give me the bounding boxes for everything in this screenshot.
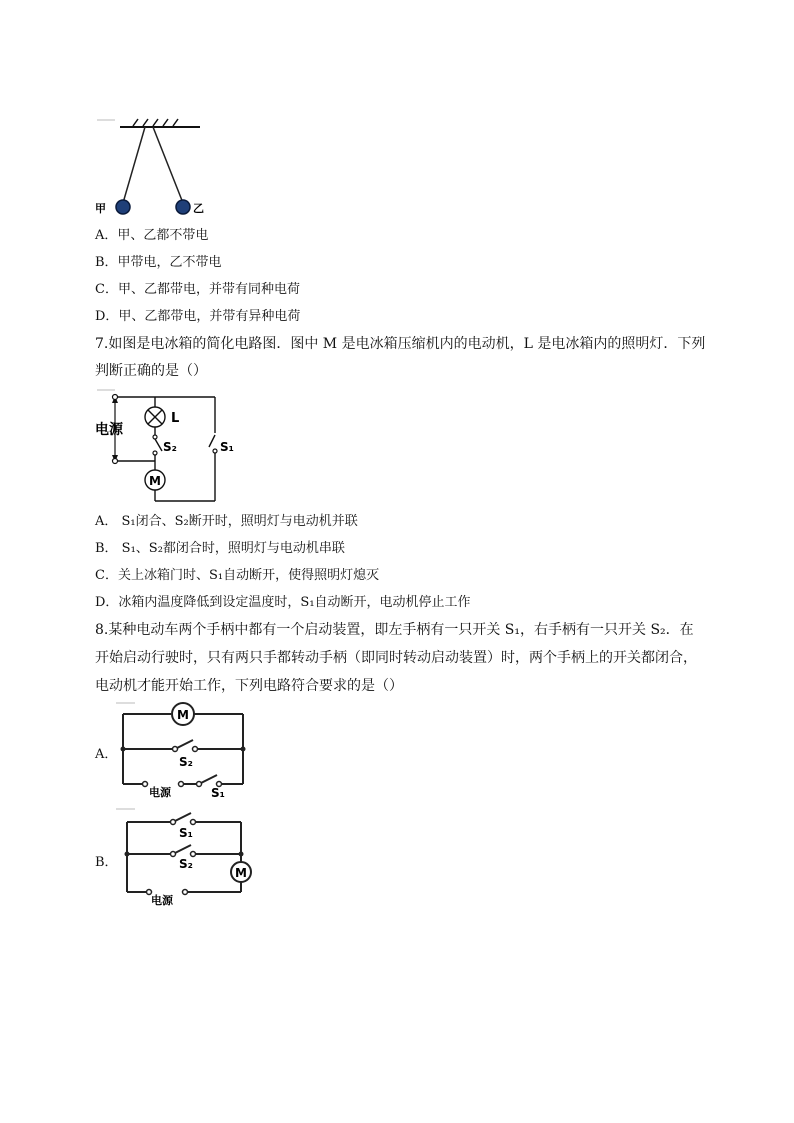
q8b-source-label: 电源 xyxy=(151,894,173,906)
q8-stem-line2: 开始启动行驶时，只有两只手都转动手柄（即同时转动启动装置）时，两个手柄上的开关都闭合， xyxy=(95,650,697,666)
q8b-s1-label: S₁ xyxy=(179,826,193,840)
switch-s1-label: S₁ xyxy=(220,440,234,454)
q8-option-a-circuit xyxy=(113,700,253,800)
q8-stem-line3: 电动机才能开始工作，下列电路符合要求的是（） xyxy=(95,678,403,694)
q6-option-b: B．甲带电，乙不带电 xyxy=(95,255,222,270)
lamp-label: L xyxy=(171,411,180,426)
q7-option-c: C．关上冰箱门时、S₁自动断开，使得照明灯熄灭 xyxy=(95,568,380,583)
q8-option-b-label: B． xyxy=(95,855,118,870)
ball-jia-label: 甲 xyxy=(95,202,106,215)
q8b-motor-label: M xyxy=(235,866,247,880)
q7-stem-line2: 判断正确的是（） xyxy=(95,363,207,379)
q8-option-b-circuit xyxy=(113,806,258,906)
motor-label: M xyxy=(149,474,161,488)
q6-option-a: A．甲、乙都不带电 xyxy=(95,228,209,243)
q7-option-b: B． S₁、S₂都闭合时，照明灯与电动机串联 xyxy=(95,541,345,556)
q7-option-a: A． S₁闭合、S₂断开时，照明灯与电动机并联 xyxy=(95,514,358,529)
q6-option-c: C．甲、乙都带电，并带有同种电荷 xyxy=(95,282,300,297)
switch-s2-label: S₂ xyxy=(163,440,177,454)
q8a-s1-label: S₁ xyxy=(211,786,225,800)
q8-stem-line1: 8.某种电动车两个手柄中都有一个启动装置，即左手柄有一只开关 S₁，右手柄有一只开关 S₂．在 xyxy=(95,622,694,638)
q8a-s2-label: S₂ xyxy=(179,755,193,769)
fridge-circuit-figure xyxy=(95,385,250,505)
q6-option-d: D．甲、乙都带电，并带有异种电荷 xyxy=(95,309,301,324)
q8-option-a-label: A． xyxy=(95,747,118,762)
power-source-label: 电源 xyxy=(95,422,123,438)
q8a-source-label: 电源 xyxy=(149,786,171,799)
q7-option-d: D．冰箱内温度降低到设定温度时，S₁自动断开，电动机停止工作 xyxy=(95,595,471,610)
ball-yi-label: 乙 xyxy=(193,202,204,215)
q8b-s2-label: S₂ xyxy=(179,857,193,871)
q8a-motor-label: M xyxy=(177,708,189,722)
q7-stem-line1: 7.如图是电冰箱的简化电路图．图中 M 是电冰箱压缩机内的电动机，L 是电冰箱内的照明灯．下列 xyxy=(95,336,706,352)
pendulum-figure xyxy=(95,115,225,220)
